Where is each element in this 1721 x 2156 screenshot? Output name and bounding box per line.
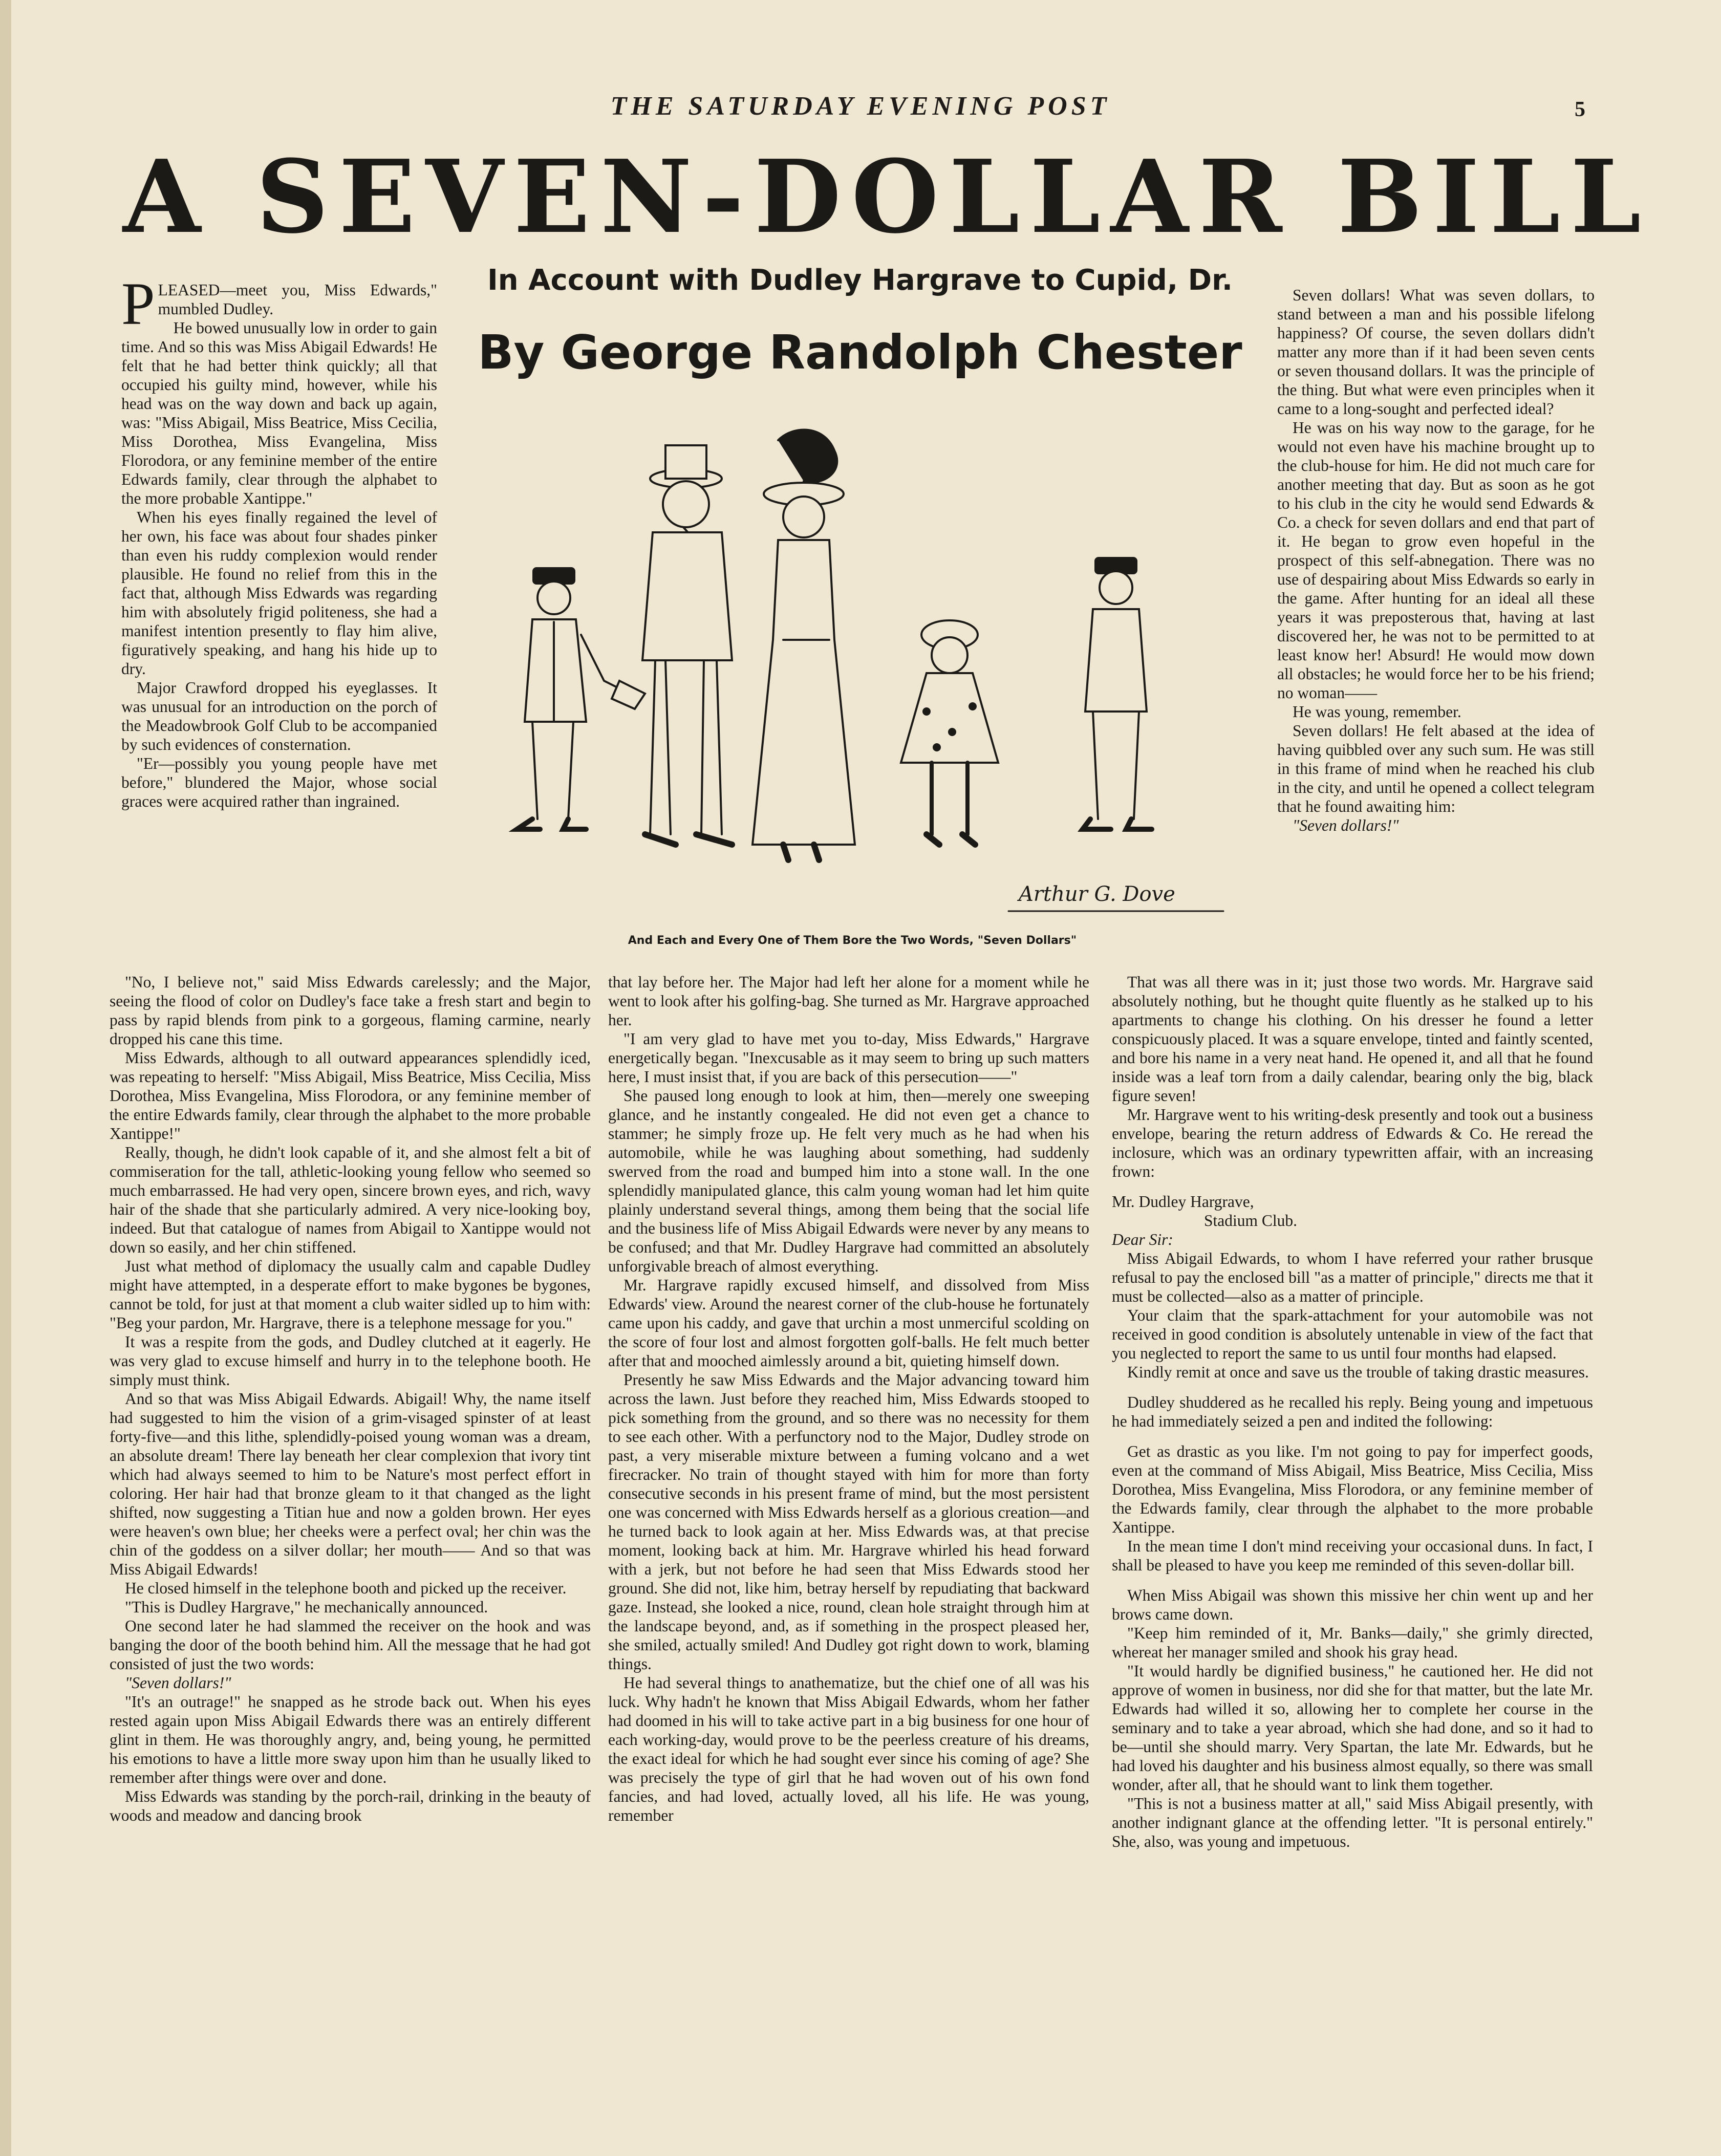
article-subtitle: In Account with Dudley Hargrave to Cupid, Dr. [487, 264, 1233, 297]
paragraph: that lay before her. The Major had left her alone for a moment while he went to look after his golfing-bag. She turned as Mr. Hargrave approached her. [608, 973, 1089, 1029]
letter-address: Stadium Club. [1204, 1212, 1298, 1230]
illustration-caption: And Each and Every One of Them Bore the Two Words, "Seven Dollars" [628, 934, 1077, 947]
paragraph: Just what method of diplomacy the usually calm and capable Dudley might have attempted, in a desperate effort to make bygones be bygones, cannot be told, for just at that moment a club waiter sidled up to him with: "Beg your pardon, Mr. Hargrave, there is a telephone message for you." [110, 1257, 591, 1332]
paragraph: Seven dollars! What was seven dollars, to stand between a man and his possible lifelong happiness? Of course, the seven dollars didn't matter any more than if it had been seven cents or seven thousand dollars. It was the principle of the thing. But what were even principles when it came to a long-sought and perfected ideal? [1277, 286, 1595, 418]
illustration [476, 394, 1229, 926]
paragraph: When his eyes finally regained the level of her own, his face was about four shades pinker than even his ruddy complexion would render plausible. He found no relief from this in the fact that, although Miss Edwards was regarding him with absolutely frigid politeness, she had a manifest intention presently to flay him alive, figuratively speaking, and hang his hide up to dry. [121, 508, 437, 678]
paragraph: He bowed unusually low in order to gain time. And so this was Miss Abigail Edwards! He felt that he had better think quickly; all that occupied his guilty mind, however, while his head was on the way down and back up again, was: "Miss Abigail, Miss Beatrice, Miss Cecilia, Miss Dorothea, Miss Evangelina, Miss Florodora, or any feminine member of the entire Edwards family, clear through the alphabet to the more probable Xantippe." [121, 319, 437, 507]
letter-salutation: Dear Sir: [1112, 1231, 1173, 1248]
paragraph: "This is not a business matter at all," said Miss Abigail presently, with another indignant glance at the offending letter. "It is personal entirely." She, also, was young and impetuous. [1112, 1795, 1593, 1850]
paragraph: Miss Edwards, although to all outward appearances splendidly iced, was repeating to herself: "Miss Abigail, Miss Beatrice, Miss Cecilia, Miss Dorothea, Miss Evangelina, Miss Florodora, or any feminine member of the entire Edwards family, clear through the alphabet to the more probable Xantippe!" [110, 1049, 591, 1142]
paragraph: Presently he saw Miss Edwards and the Major advancing toward him across the lawn. Just before they reached him, Miss Edwards stooped to pick something from the ground, and so there was no necessity for them to see each other. With a perfunctory nod to the Major, Dudley strode on past, a very miserable mixture between a fuming volcano and a wet firecracker. No train of thought stayed with him for more than forty consecutive seconds in his present frame of mind, but the most persistent one was concerned with Miss Edwards herself as a glorious creation—and he turned back to look again at her. Miss Edwards was, at that precise moment, looking back at him. Mr. Hargrave whirled his head forward with a jerk, but not before he had seen that Miss Edwards stood her ground. She did not, like him, betray herself by repudiating that backward gaze. Instead, she looked a nice, round, clean hole straight through him at the landscape beyond, and, as if something in the prospect pleased her, she smiled, actually smiled! And Dudley got right down to work, blaming things. [608, 1371, 1089, 1673]
column-1-top [121, 270, 437, 811]
paragraph: He was young, remember. [1293, 703, 1461, 721]
paragraph: It was a respite from the gods, and Dudley clutched at it eagerly. He was very glad to excuse himself and hurry in to the telephone booth. He simply must think. [110, 1333, 591, 1389]
paragraph: "It would hardly be dignified business," he cautioned her. He did not approve of women in business, nor did she for that matter, but the late Mr. Edwards had willed it so, allowing her to complete her course in the seminary and to take a year abroad, which she had done, and so it had to be—until she should marry. Very Spartan, the late Mr. Edwards, but he had loved his daughter and his business almost equally, so there was small wonder, after all, that he should want to link them together. [1112, 1662, 1593, 1794]
paragraph: "Seven dollars!" [1293, 816, 1399, 834]
letter-paragraph: Kindly remit at once and save us the trouble of taking drastic measures. [1127, 1363, 1589, 1381]
paragraph: One second later he had slammed the receiver on the hook and was banging the door of the booth behind him. All the message that he had got consisted of just the two words: [110, 1617, 591, 1673]
drop-cap: P [121, 270, 155, 337]
paragraph: Mr. Hargrave rapidly excused himself, and dissolved from Miss Edwards' view. Around the nearest corner of the club-house he fortunately came upon his caddy, and gave that urchin a most unmerciful scolding on the score of four lost and almost forgotten golf-balls. He felt much better after that and mooched aimlessly around a bit, quieting himself down. [608, 1276, 1089, 1370]
figure-bellboy-right [1083, 558, 1152, 829]
letter-address: Mr. Dudley Hargrave, [1112, 1193, 1254, 1211]
paragraph: Seven dollars! He felt abased at the idea of having quibbled over any such sum. He was still in this frame of mind when he reached his club in the city, and until he opened a collect telegram that he found awaiting him: [1277, 722, 1595, 815]
masthead: THE SATURDAY EVENING POST [610, 92, 1111, 121]
paragraph: PLEASED—meet you, Miss Edwards," mumbled Dudley. [121, 270, 437, 337]
figure-old-man [642, 445, 732, 845]
paragraph: "This is Dudley Hargrave," he mechanically announced. [125, 1598, 488, 1616]
binding-edge [0, 0, 11, 2156]
paragraph: Dudley shuddered as he recalled his reply. Being young and impetuous he had immediately seized a pen and indited the following: [1112, 1393, 1593, 1430]
column-3-top [1277, 286, 1595, 835]
page-number: 5 [1575, 98, 1585, 121]
paragraph: He closed himself in the telephone booth and picked up the receiver. [125, 1579, 567, 1597]
reply-paragraph: In the mean time I don't mind receiving your occasional duns. In fact, I shall be pleased to have you keep me reminded of this seven-dollar bill. [1112, 1537, 1593, 1574]
figure-girl [901, 620, 998, 845]
paragraph: He was on his way now to the garage, for he would not even have his machine brought up to the club-house for him. He did not much care for another meeting that day. But as soon as he got to his club in the city he would send Edwards & Co. a check for seven dollars and end that part of it. He began to grow even hopeful in the prospect of this self-abnegation. There was no use of despairing about Miss Edwards so early in the game. After hunting for an ideal all these years it was preposterous that, having at last discovered her, he was not to be permitted to at least know her! Absurd! He would mow down all obstacles; he would force her to be his friend; no woman—— [1277, 419, 1595, 702]
paragraph: "It's an outrage!" he snapped as he strode back out. When his eyes rested again upon Miss Abigail Edwards there was an entirely different glint in them. He was thoroughly angry, and, being young, he permitted his emotions to have a little more sway upon him than he usually liked to remember after things were over and done. [110, 1693, 591, 1786]
paragraph: "I am very glad to have met you to-day, Miss Edwards," Hargrave energetically began. "Inexcusable as it may seem to bring up such matters here, I must insist that, if you are back of this persecution——" [608, 1030, 1089, 1086]
paragraph: "Er—possibly you young people have met before," blundered the Major, whose social graces were acquired rather than ingrained. [121, 754, 437, 810]
illustration-signature: Arthur G. Dove [1019, 882, 1175, 906]
paragraph: She paused long enough to look at him, then—merely one sweeping glance, and he instantly congealed. He did not even get a chance to stammer; he simply froze up. He felt very much as he had when his automobile, while he was laughing about something, had suddenly swerved from the road and bumped him into a stone wall. In the one splendidly manipulated glance, this calm young woman had let him quite plainly understand several things, among them being that the social life and the business life of Miss Abigail Edwards were never by any means to be confused; and that Mr. Dudley Hargrave had committed an absolutely unforgivable breach of almost everything. [608, 1087, 1089, 1275]
reply-paragraph: Get as drastic as you like. I'm not going to pay for imperfect goods, even at the command of Miss Abigail, Miss Beatrice, Miss Cecilia, Miss Dorothea, Miss Evangelina, Miss Florodora, or any feminine member of the Edwards family, clear through the alphabet to the more probable Xantippe. [1112, 1442, 1593, 1536]
letter-paragraph: Miss Abigail Edwards, to whom I have referred your rather brusque refusal to pay the enclosed bill "as a matter of principle," directs me that it must be collected—also as a matter of principle. [1112, 1249, 1593, 1305]
paragraph: That was all there was in it; just those two words. Mr. Hargrave said absolutely nothing, but he thought quite fluently as he stalked up to his apartments to change his clothing. On his dresser he found a letter conspicuously placed. It was a square envelope, tinted and faintly scented, and bore his name in a very neat hand. He opened it, and all that he found inside was a leaf torn from a daily calendar, bearing only the big, black figure seven! [1112, 973, 1593, 1105]
article-title: A SEVEN-DOLLAR BILL [123, 138, 1651, 256]
column-3 [1112, 973, 1593, 1851]
paragraph: He had several things to anathematize, but the chief one of all was his luck. Why hadn't he known that Miss Abigail Edwards, whom her father had doomed in his will to take active part in a big business for one hour of each working-day, would prove to be the peerless creature of his dreams, the exact ideal for which he had sought ever since his coming of age? She was precisely the type of girl that he had woven out of his own fond fancies, and had loved, actually loved, all his life. He was young, remember [608, 1674, 1089, 1824]
paragraph: Major Crawford dropped his eyeglasses. It was unusual for an introduction on the porch of the Meadowbrook Golf Club to be accompanied by such evidences of consternation. [121, 679, 437, 753]
paragraph: And so that was Miss Abigail Edwards. Abigail! Why, the name itself had suggested to him the vision of a grim-visaged spinster of at least forty-five—and this lithe, splendidly-poised young woman was a dream, an absolute dream! There lay beneath her clear complexion that ivory tint which had always seemed to him to be Nature's most perfect effort in coloring. Her hair had that bronze gleam to it that changed as the light shifted, now suggesting a Titian hue and now a golden brown. Her eyes were heaven's own blue; her cheeks were a perfect oval; her chin was the chin of the goddess on a silver dollar; her mouth—— And so that was Miss Abigail Edwards! [110, 1390, 591, 1578]
paragraph: "Keep him reminded of it, Mr. Banks—daily," she grimly directed, whereat her manager smiled and shook his gray head. [1112, 1624, 1593, 1661]
paragraph: Mr. Hargrave went to his writing-desk presently and took out a business envelope, bearing the return address of Edwards & Co. He reread the inclosure, which was an ordinary typewritten affair, with an increasing frown: [1112, 1106, 1593, 1180]
paragraph: "No, I believe not," said Miss Edwards carelessly; and the Major, seeing the flood of color on Dudley's face take a fresh start and begin to pass by rapid blends from pink to a gorgeous, flaming carmine, nearly dropped his cane this time. [110, 973, 591, 1048]
paragraph: When Miss Abigail was shown this missive her chin went up and her brows came down. [1112, 1586, 1593, 1623]
paragraph: Really, though, he didn't look capable of it, and she almost felt a bit of commiseration for the tall, athletic-looking young fellow who seemed so much embarrassed. He had very open, sincere brown eyes, and rich, wavy hair of the shade that she particularly admired. A very nice-looking boy, indeed. But that catalogue of names from Abigail to Xantippe would not down so easily, and her chin stiffened. [110, 1144, 591, 1256]
figure-woman-tall [752, 430, 855, 860]
column-1 [110, 973, 591, 1825]
letter-paragraph: Your claim that the spark-attachment for your automobile was not received in good condition is absolutely untenable in view of the fact that you neglected to report the same to us until four months had elapsed. [1112, 1306, 1593, 1362]
column-2 [608, 973, 1089, 1825]
figure-bellboy-left [517, 568, 645, 829]
paragraph: "Seven dollars!" [125, 1674, 231, 1692]
article-byline: By George Randolph Chester [478, 325, 1242, 380]
paragraph: Miss Edwards was standing by the porch-rail, drinking in the beauty of woods and meadow and dancing brook [110, 1787, 591, 1824]
